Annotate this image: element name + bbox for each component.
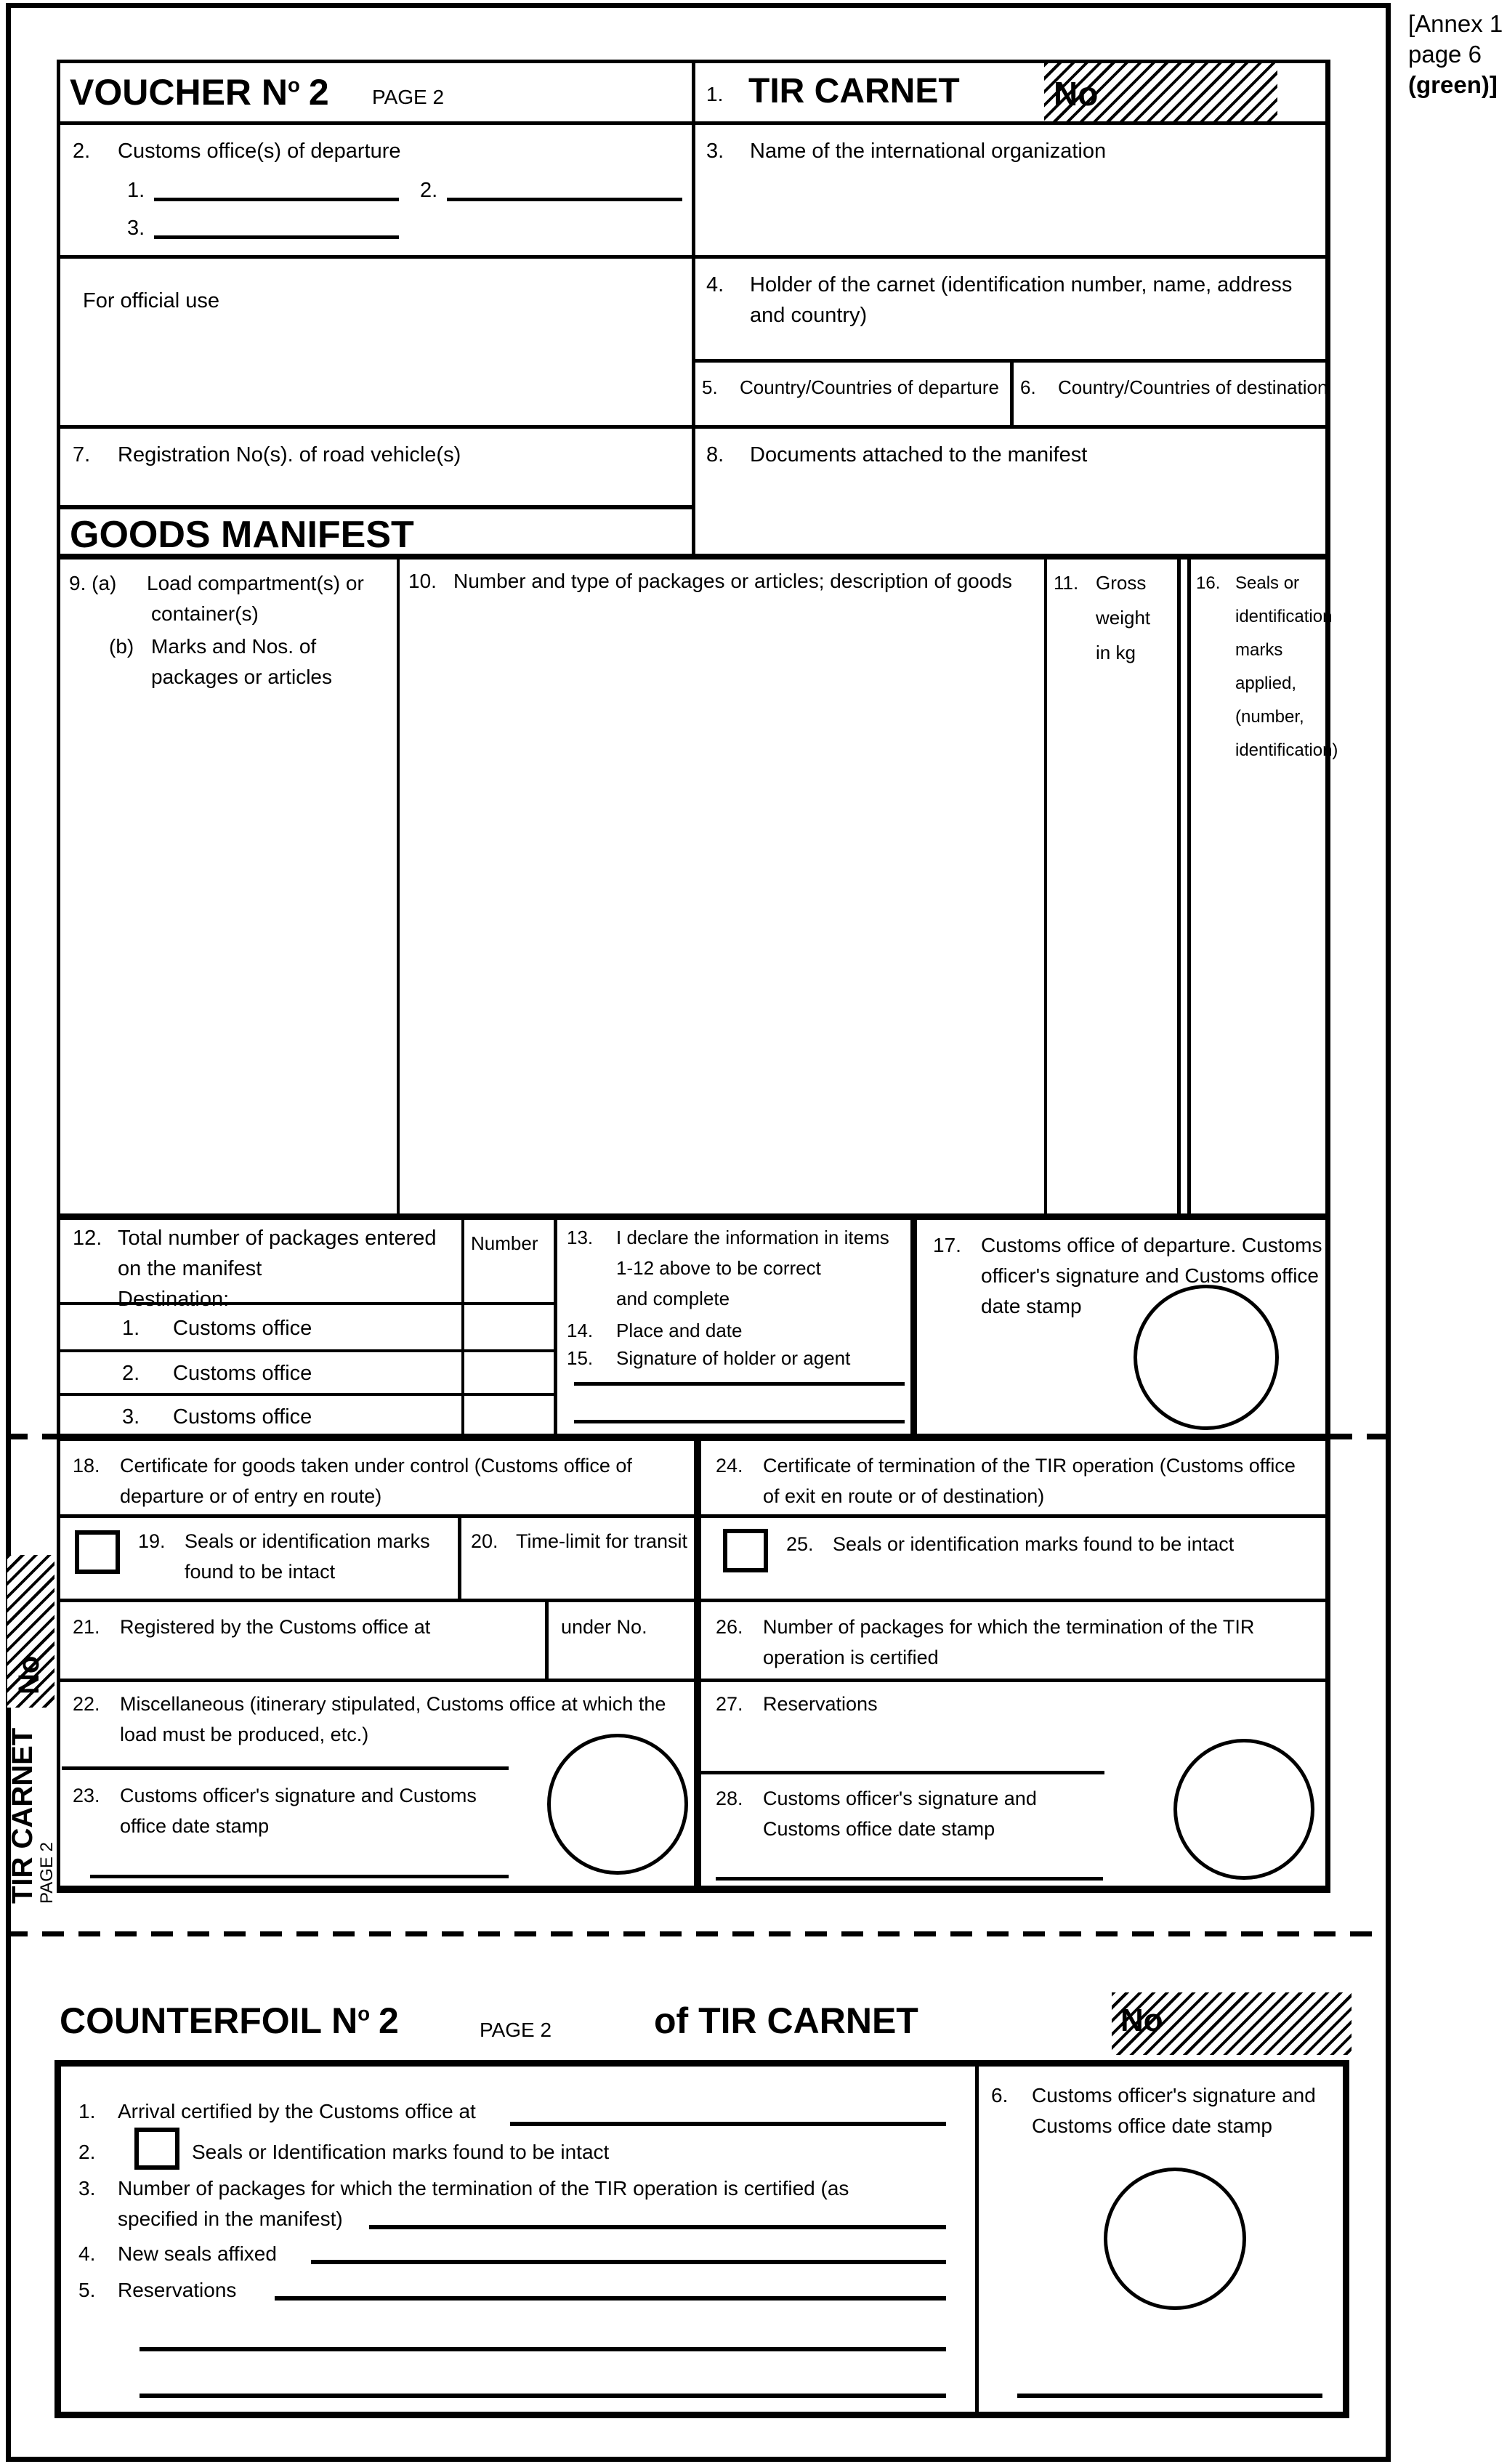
col10-num: 10. [408,570,437,592]
line [1010,363,1014,429]
sidebar-page-label: PAGE 2 [37,1842,57,1904]
field22-line2: load must be produced, etc.) [120,1724,369,1745]
field26-line1: Number of packages for which the termination of the TIR [763,1616,1255,1638]
line [1044,557,1047,1217]
field13-line2: 1-12 above to be correct [616,1257,821,1279]
perforation-line [6,1931,1391,1936]
col16-line2: identification [1235,607,1333,626]
field27-label: Reservations [763,1693,878,1715]
field5-label: Country/Countries of departure [740,376,999,398]
field2-label: Customs office(s) of departure [118,140,401,163]
field23-line2: office date stamp [120,1815,270,1837]
field17-line2: officer's signature and Customs office [981,1264,1319,1287]
cf6-num: 6. [991,2084,1009,2106]
line [57,60,60,1893]
holder-signature-line2[interactable] [574,1420,905,1423]
field3-num: 3. [706,140,724,163]
field17-num: 17. [933,1234,961,1256]
col16-line4: applied, [1235,674,1297,693]
line [910,1220,917,1434]
field17-line1: Customs office of departure. Customs [981,1234,1322,1256]
field28-signature-line[interactable] [716,1877,1103,1881]
field4-line2: and country) [750,304,868,327]
field25-label: Seals or identification marks found to be intact [833,1533,1235,1555]
field12-row2-num: 2. [122,1362,140,1385]
field12-line3: Destination: [118,1288,230,1311]
cf6-signature-line[interactable] [1017,2394,1322,2398]
line [57,1393,557,1396]
col11-line1: Gross [1096,572,1147,594]
field25-checkbox[interactable] [723,1529,768,1572]
cf3-fill-line[interactable] [369,2225,946,2229]
line [62,1766,509,1770]
counterfoil-page-label: PAGE 2 [480,2019,552,2041]
field23-num: 23. [73,1785,100,1806]
line [692,60,695,557]
line [1187,557,1191,1217]
field7-num: 7. [73,443,91,466]
col16-line5: (number, [1235,707,1304,727]
cf1-label: Arrival certified by the Customs office at [118,2100,476,2122]
termination-stamp-area[interactable] [1173,1739,1314,1880]
carnet-no-label: No [1054,75,1099,113]
cf3-line2: specified in the manifest) [118,2207,343,2230]
col9-sub-num: (b) [109,635,134,658]
cf1-num: 1. [78,2100,96,2122]
field5-num: 5. [702,376,718,398]
line [1177,557,1181,1217]
cf2-label: Seals or Identification marks found to be intact [192,2141,610,2163]
cf5-label: Reservations [118,2279,237,2301]
field8-num: 8. [706,443,724,466]
field13-line3: and complete [616,1288,730,1309]
field13-line1: I declare the information in items [616,1227,889,1248]
field19-checkbox[interactable] [75,1530,120,1574]
field24-line1: Certificate of termination of the TIR operation (Customs office [763,1455,1296,1477]
field18-line2: departure or of entry en route) [120,1485,382,1507]
counterfoil-title: COUNTERFOIL $N^o$ 2 [60,2000,399,2041]
annex-note-line2: page 6 [1408,41,1482,68]
field12-row1-label: Customs office [173,1317,312,1340]
field2-sub2-num: 2. [420,179,438,202]
line [57,1434,1330,1441]
col9-line2: container(s) [151,602,259,625]
field12-line1: Total number of packages entered [118,1227,437,1250]
field22-num: 22. [73,1693,100,1715]
field2-sub2-line[interactable] [447,198,682,201]
field23-signature-line[interactable] [90,1875,509,1878]
field21-num: 21. [73,1616,100,1638]
col11-line2: weight [1096,607,1151,629]
field18-line1: Certificate for goods taken under control (Customs office of [120,1455,632,1477]
annex-note-line3: (green)] [1408,71,1498,98]
cf6-line1: Customs officer's signature and [1032,2084,1316,2106]
field15-label: Signature of holder or agent [616,1347,851,1369]
line [545,1599,549,1682]
field12-row3-label: Customs office [173,1405,312,1429]
field23-line1: Customs officer's signature and Customs [120,1785,477,1806]
departure-stamp-area[interactable] [1134,1285,1279,1430]
line [458,1514,461,1601]
field2-sub3-line[interactable] [154,235,399,239]
field12-num: 12. [73,1227,102,1250]
field25-num: 25. [786,1533,814,1555]
field28-line2: Customs office date stamp [763,1818,995,1840]
cf6-line2: Customs office date stamp [1032,2114,1272,2137]
col11-line3: in kg [1096,642,1136,663]
line [1325,60,1330,1893]
entry-stamp-area[interactable] [547,1734,688,1875]
field28-num: 28. [716,1788,743,1809]
field4-line1: Holder of the carnet (identification number, name, address [750,273,1293,296]
field28-line1: Customs officer's signature and [763,1788,1037,1809]
line [554,1220,557,1434]
col10-label: Number and type of packages or articles; description of goods [453,570,1012,592]
voucher-title: VOUCHER $N^o$ 2 [70,72,329,113]
field14-num: 14. [567,1320,594,1341]
col16-line1: Seals or [1235,573,1300,593]
field20-label: Time-limit for transit [516,1530,688,1552]
field20-num: 20. [471,1530,498,1552]
line [701,1771,1104,1774]
line [57,505,695,509]
cf2-checkbox[interactable] [134,2128,179,2170]
voucher-title-sup: o [288,73,300,97]
cf3-num: 3. [78,2177,96,2200]
perforation-left [6,1434,57,1439]
field6-label: Country/Countries of destination [1058,376,1328,398]
field12-row3-num: 3. [122,1405,140,1429]
field8-label: Documents attached to the manifest [750,443,1088,466]
field14-label: Place and date [616,1320,743,1341]
field19-num: 19. [138,1530,166,1552]
field24-num: 24. [716,1455,743,1477]
field24-line2: of exit en route or of destination) [763,1485,1045,1507]
counterfoil-no-label: No [1120,2003,1163,2038]
field17-line3: date stamp [981,1295,1082,1317]
cf3-line1: Number of packages for which the termination of the TIR operation is certified (as [118,2177,849,2200]
field3-label: Name of the international organization [750,140,1107,163]
col16-line6: identification) [1235,740,1338,760]
line [57,1213,1330,1220]
col11-num: 11. [1054,572,1079,594]
line [461,1220,464,1434]
field22-line1: Miscellaneous (itinerary stipulated, Customs office at which the [120,1693,666,1715]
col16-num: 16. [1196,573,1221,593]
field12-row1-num: 1. [122,1317,140,1340]
col9-line1: Load compartment(s) or [147,572,364,594]
field4-num: 4. [706,273,724,296]
field12-line2: on the manifest [118,1257,262,1280]
cf-extra-line2[interactable] [140,2394,946,2398]
counterfoil-of-tir-carnet: of TIR CARNET [654,2000,918,2041]
field15-num: 15. [567,1347,594,1369]
official-use-label: For official use [83,289,220,312]
counterfoil-title-sup: o [357,2002,370,2025]
field19-line2: found to be intact [185,1561,336,1583]
holder-signature-line1[interactable] [574,1382,905,1386]
cf5-num: 5. [78,2279,96,2301]
line [975,2060,979,2418]
col16-line3: marks [1235,640,1283,660]
annex-note-line1: [Annex 1 [1408,10,1503,37]
cf4-num: 4. [78,2242,96,2265]
col9-line3: Marks and Nos. of [151,635,317,658]
field13-num: 13. [567,1227,594,1248]
line [694,1441,701,1893]
tir-carnet-item-num: 1. [706,83,724,105]
field12-row2-label: Customs office [173,1362,312,1385]
col9-num: 9. (a) [69,572,117,594]
cf4-label: New seals affixed [118,2242,277,2265]
field27-num: 27. [716,1693,743,1715]
sidebar-no-label: No [13,1655,45,1694]
field18-num: 18. [73,1455,100,1477]
field21-under-no: under No. [561,1616,647,1638]
field26-line2: operation is certified [763,1647,939,1668]
field6-num: 6. [1020,376,1036,398]
field2-sub1-num: 1. [127,179,145,202]
goods-manifest-title: GOODS MANIFEST [70,514,414,556]
cf-extra-line1[interactable] [140,2347,946,2351]
line [397,557,400,1217]
field2-sub3-num: 3. [127,217,145,240]
sidebar-title-block [7,1697,55,1904]
cf5-fill-line[interactable] [275,2296,946,2301]
tir-carnet-title: TIR CARNET [748,72,960,110]
cf4-fill-line[interactable] [311,2260,946,2264]
counterfoil-stamp-area[interactable] [1104,2168,1246,2310]
field2-sub1-line[interactable] [154,198,399,201]
field2-num: 2. [73,140,91,163]
voucher-page-label: PAGE 2 [372,86,445,108]
line [57,1349,557,1352]
perforation-right [1330,1434,1391,1439]
sidebar-tir-carnet-label: TIR CARNET [7,1727,39,1904]
cf1-fill-line[interactable] [510,2122,946,2126]
field21-label: Registered by the Customs office at [120,1616,431,1638]
col9-line4: packages or articles [151,666,333,688]
field19-line1: Seals or identification marks [185,1530,430,1552]
field26-num: 26. [716,1616,743,1638]
cf2-num: 2. [78,2141,96,2163]
number-column-header: Number [471,1232,538,1254]
field7-label: Registration No(s). of road vehicle(s) [118,443,461,466]
